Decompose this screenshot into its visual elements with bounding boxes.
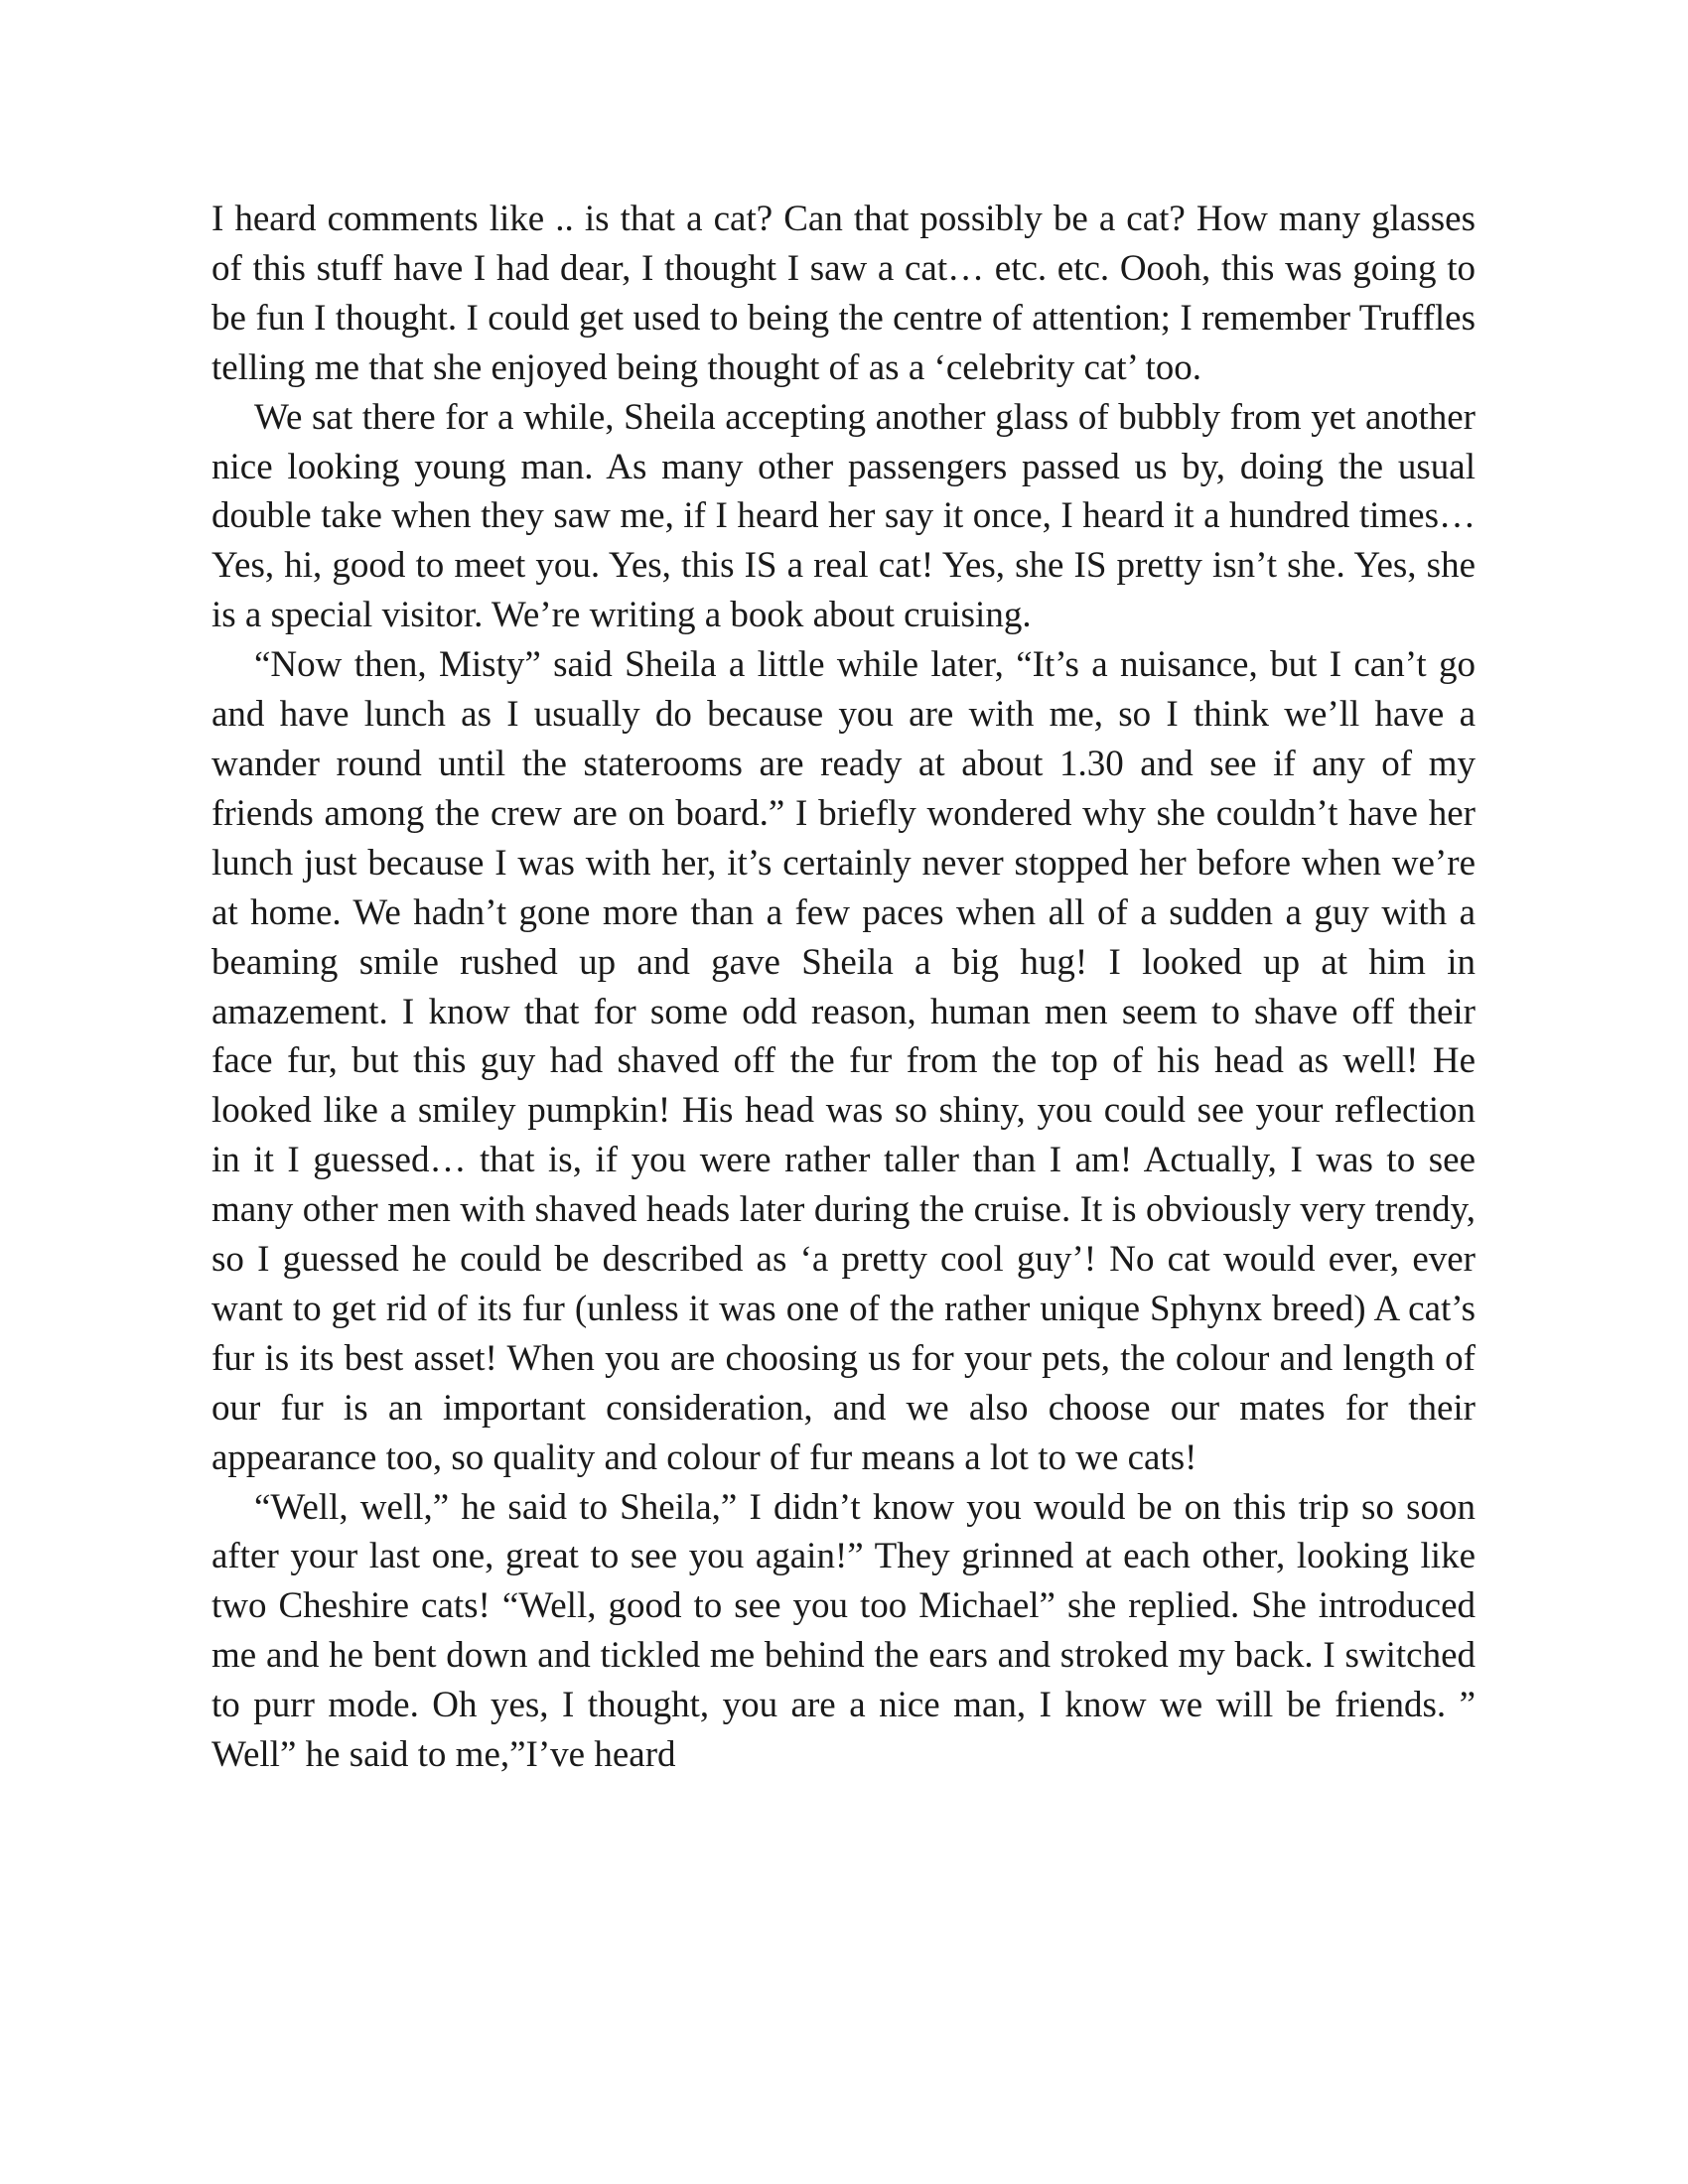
- paragraph-2: We sat there for a while, Sheila accepting another glass of bubbly from yet another nice looking young man. As many other passengers passed us by, doing the usual double take when they saw me, if I heard her say it once, I heard it a hundred times… Yes, hi, good to meet you. Yes, this IS a real cat! Yes, she IS pretty isn’t she. Yes, she is a special visitor. We’re writing a book about cruising.: [211, 396, 1476, 636]
- page-body: [211, 195, 1476, 1780]
- paragraph-4: “Well, well,” he said to Sheila,” I didn’t know you would be on this trip so soon after your last one, great to see you again!” They grinned at each other, looking like two Cheshire cats! “Well, good to see you too Michael” she replied. She introduced me and he bent down and tickled me behind the ears and stroked my back. I switched to purr mode. Oh yes, I thought, you are a nice man, I know we will be friends. ” Well” he said to me,”I’ve heard: [211, 1486, 1476, 1776]
- paragraph-1: I heard comments like .. is that a cat? Can that possibly be a cat? How many glasses of this stuff have I had dear, I thought I saw a cat… etc. etc. Oooh, this was going to be fun I thought. I could get used to being the centre of attention; I remember Truffles telling me that she enjoyed being thought of as a ‘celebrity cat’ too.: [211, 199, 1476, 388]
- paragraph-3: “Now then, Misty” said Sheila a little while later, “It’s a nuisance, but I can’t go and have lunch as I usually do because you are with me, so I think we’ll have a wander round until the staterooms are ready at about 1.30 and see if any of my friends among the crew are on board.” I briefly wondered why she couldn’t have her lunch just because I was with her, it’s certainly never stopped her before when we’re at home. We hadn’t gone more than a few paces when all of a sudden a guy with a beaming smile rushed up and gave Sheila a big hug! I looked up at him in amazement. I know that for some odd reason, human men seem to shave off their face fur, but this guy had shaved off the fur from the top of his head as well! He looked like a smiley pumpkin! His head was so shiny, you could see your reflection in it I guessed… that is, if you were rather taller than I am! Actually, I was to see many other men with shaved heads later during the cruise. It is obviously very trendy, so I guessed he could be described as ‘a pretty cool guy’! No cat would ever, ever want to get rid of its fur (unless it was one of the rather unique Sphynx breed) A cat’s fur is its best asset! When you are choosing us for your pets, the colour and length of our fur is an important consideration, and we also choose our mates for their appearance too, so quality and colour of fur means a lot to we cats!: [211, 644, 1476, 1478]
